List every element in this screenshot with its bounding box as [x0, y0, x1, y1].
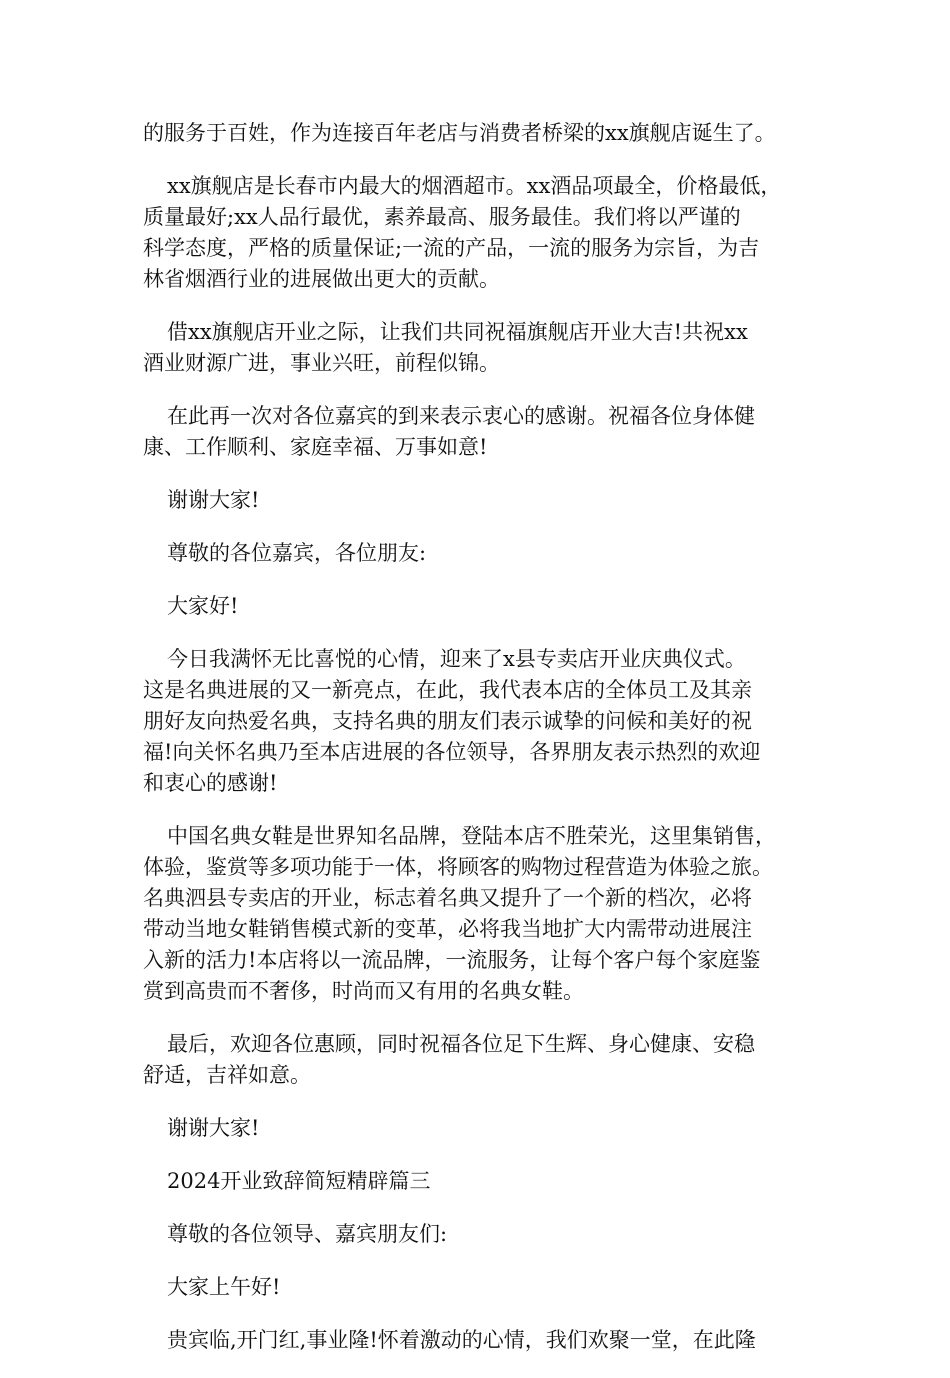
paragraph-line: 朋好友向热爱名典，支持名典的朋友们表示诚挚的问候和美好的祝 — [143, 709, 752, 733]
paragraph-line: 带动当地女鞋销售模式新的变革，必将我当地扩大内需带动进展注 — [143, 917, 752, 941]
paragraph-line: 今日我满怀无比喜悦的心情，迎来了x县专卖店开业庆典仪式。 — [167, 647, 746, 671]
paragraph-line: 酒业财源广进，事业兴旺，前程似锦。 — [143, 351, 500, 375]
paragraph — [143, 1113, 823, 1144]
paragraph-line: 中国名典女鞋是世界知名品牌，登陆本店不胜荣光，这里集销售， — [167, 824, 776, 848]
paragraph — [143, 171, 823, 295]
paragraph-line: 科学态度，严格的质量保证;一流的产品，一流的服务为宗旨，为吉 — [143, 236, 760, 260]
paragraph-line: 借xx旗舰店开业之际，让我们共同祝福旗舰店开业大吉!共祝xx — [167, 320, 748, 344]
paragraph — [143, 1219, 823, 1250]
paragraph — [143, 821, 823, 1007]
paragraph-line: 质量最好;xx人品行最优，素养最高、服务最佳。我们将以严谨的 — [143, 205, 741, 229]
paragraph-line: 林省烟酒行业的进展做出更大的贡献。 — [143, 267, 500, 291]
paragraph-line: 尊敬的各位嘉宾，各位朋友: — [167, 541, 427, 565]
paragraph-line: 舒适，吉祥如意。 — [143, 1063, 311, 1087]
paragraph-line: 在此再一次对各位嘉宾的到来表示衷心的感谢。祝福各位身体健 — [167, 404, 755, 428]
paragraph-line: 体验，鉴赏等多项功能于一体，将顾客的购物过程营造为体验之旅。 — [143, 855, 773, 879]
paragraph — [143, 1166, 823, 1197]
paragraph — [143, 118, 823, 149]
paragraph-line: 的服务于百姓，作为连接百年老店与消费者桥梁的xx旗舰店诞生了。 — [143, 121, 776, 145]
paragraph-line: 和衷心的感谢! — [143, 771, 278, 795]
paragraph-line: 谢谢大家! — [167, 488, 260, 512]
paragraph-line: 大家好! — [167, 594, 239, 618]
paragraph — [143, 1272, 823, 1303]
paragraph — [143, 1029, 823, 1091]
paragraph — [143, 401, 823, 463]
paragraph-line: 贵宾临,开门红,事业隆!怀着激动的心情，我们欢聚一堂，在此隆 — [167, 1328, 756, 1352]
paragraph — [143, 485, 823, 516]
paragraph-line: 2024开业致辞简短精辟篇三 — [167, 1169, 431, 1193]
paragraph — [143, 644, 823, 799]
paragraph-line: 这是名典进展的又一新亮点，在此，我代表本店的全体员工及其亲 — [143, 678, 752, 702]
paragraph-line: 大家上午好! — [167, 1275, 281, 1299]
paragraph-line: 谢谢大家! — [167, 1116, 260, 1140]
paragraph-line: 名典泗县专卖店的开业，标志着名典又提升了一个新的档次，必将 — [143, 886, 752, 910]
paragraph-line: 赏到高贵而不奢侈，时尚而又有用的名典女鞋。 — [143, 979, 584, 1003]
paragraph-line: 最后，欢迎各位惠顾，同时祝福各位足下生辉、身心健康、安稳 — [167, 1032, 755, 1056]
paragraph-line: 康、工作顺利、家庭幸福、万事如意! — [143, 435, 488, 459]
paragraph-line: xx旗舰店是长春市内最大的烟酒超市。xx酒品项最全，价格最低， — [167, 174, 782, 198]
paragraph-line: 福!向关怀名典乃至本店进展的各位领导，各界朋友表示热烈的欢迎 — [143, 740, 761, 764]
document-page — [143, 118, 823, 1378]
paragraph-line: 尊敬的各位领导、嘉宾朋友们: — [167, 1222, 448, 1246]
paragraph — [143, 538, 823, 569]
paragraph — [143, 317, 823, 379]
paragraph — [143, 1325, 823, 1356]
paragraph-line: 入新的活力!本店将以一流品牌，一流服务，让每个客户每个家庭鉴 — [143, 948, 761, 972]
paragraph — [143, 591, 823, 622]
